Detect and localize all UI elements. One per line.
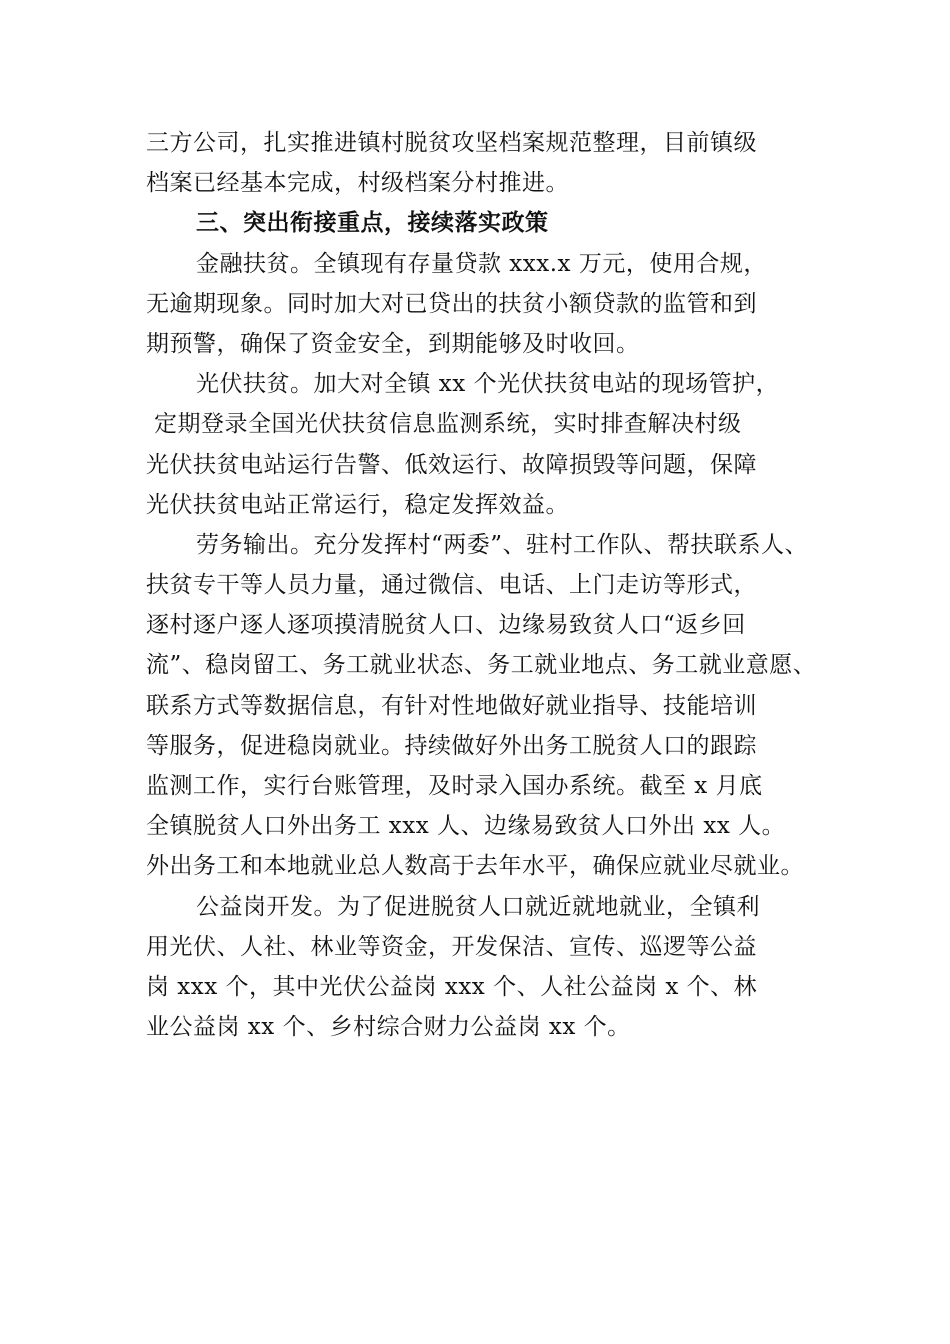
text-line: 劳务输出。充分发挥村“两委”、驻村工作队、帮扶联系人、 [196, 531, 809, 558]
text-line: 全镇脱贫人口外出务工 xxx 人、边缘易致贫人口外出 xx 人。 [146, 813, 786, 840]
paragraph-public-welfare-jobs [146, 887, 846, 1048]
text-line: 期预警，确保了资金安全，到期能够及时收回。 [146, 330, 640, 357]
text-line: 无逾期现象。同时加大对已贷出的扶贫小额贷款的监管和到 [146, 290, 757, 317]
section-heading: 三、突出衔接重点，接续落实政策 [196, 209, 549, 237]
text-line: 金融扶贫。全镇现有存量贷款 xxx.x 万元，使用合规， [196, 250, 767, 277]
text-line: 光伏扶贫电站正常运行，稳定发挥效益。 [146, 491, 569, 518]
text-line: 联系方式等数据信息，有针对性地做好就业指导、技能培训 [146, 692, 757, 719]
text-line: 流”、稳岗留工、务工就业状态、务工就业地点、务工就业意愿、 [146, 652, 817, 679]
text-line: 逐村逐户逐人逐项摸清脱贫人口、边缘易致贫人口“返乡回 [146, 612, 746, 639]
text-line: 等服务，促进稳岗就业。持续做好外出务工脱贫人口的跟踪 [146, 732, 757, 759]
text-line: 业公益岗 xx 个、乡村综合财力公益岗 xx 个。 [146, 1014, 631, 1041]
text-line: 公益岗开发。为了促进脱贫人口就近就地就业，全镇利 [196, 893, 760, 920]
text-line: 监测工作，实行台账管理，及时录入国办系统。截至 x 月底 [146, 773, 763, 799]
text-line: 用光伏、人社、林业等资金，开发保洁、宣传、巡逻等公益 [146, 933, 757, 960]
paragraph-finance [146, 244, 846, 365]
text-line: 档案已经基本完成，村级档案分村推进。 [146, 170, 569, 197]
text-line: 定期登录全国光伏扶贫信息监测系统，实时排查解决村级 [154, 411, 742, 438]
text-line: 三方公司，扎实推进镇村脱贫攻坚档案规范整理，目前镇级 [146, 130, 757, 156]
document-body [146, 123, 846, 1047]
text-line: 扶贫专干等人员力量，通过微信、电话、上门走访等形式， [146, 572, 757, 599]
text-line: 岗 xxx 个，其中光伏公益岗 xxx 个、人社公益岗 x 个、林 [146, 973, 758, 1000]
text-line: 光伏扶贫电站运行告警、低效运行、故障损毁等问题，保障 [146, 451, 757, 478]
text-line: 光伏扶贫。加大对全镇 xx 个光伏扶贫电站的现场管护， [196, 371, 780, 398]
paragraph-labor [146, 525, 846, 887]
text-line: 外出务工和本地就业总人数高于去年水平，确保应就业尽就业。 [146, 853, 804, 880]
paragraph-solar [146, 364, 846, 525]
